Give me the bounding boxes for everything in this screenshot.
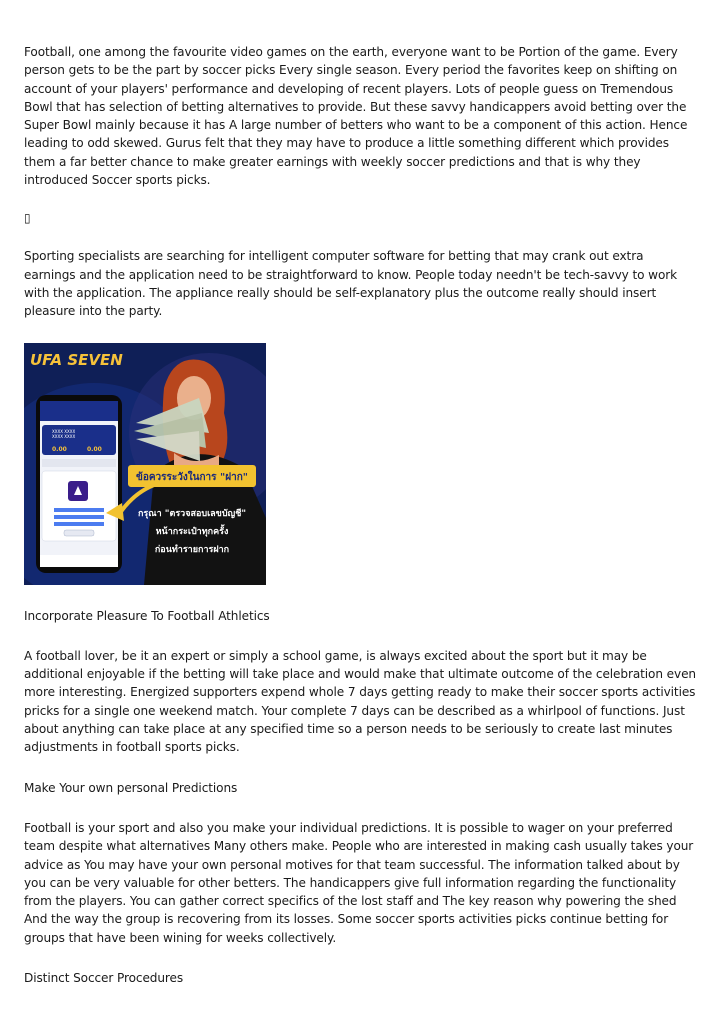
section-heading-predictions: Make Your own personal Predictions (24, 780, 238, 795)
paragraph-intro: Football, one among the favourite video games on the earth, everyone want to be Portion of the game. Every person gets to be the part by soccer picks Every single season. Every period the favorites keep on shifting on account of your players' performance and developing of recent players. Lots of people guess on Tremendous Bowl that has selection of betting alternatives to provide. But these savvy handicappers avoid betting over the Super Bowl mainly because it has A large number of betters who want to be a component of this action. Hence leading to odd skewed. Gurus felt that they may have to produce a little something different which provides them a far better chance to make greater earnings with weekly soccer predictions and that is why they introduced Soccer sports picks. (24, 45, 688, 188)
phone-balance-right: 0.00 (87, 445, 102, 453)
caption-line-2: หน้ากระเป๋าทุกครั้ง (155, 526, 229, 537)
advertisement-image[interactable] (24, 343, 266, 585)
article (24, 43, 696, 1009)
section-heading-pleasure: Incorporate Pleasure To Football Athletics (24, 608, 270, 623)
caption-line-1: กรุณา "ตรวจสอบเลขบัญชี" (137, 508, 247, 519)
paragraph-software: Sporting specialists are searching for intelligent computer software for betting that may crank out extra earnings and the application need to be straightforward to know. People today needn't be tech-savvy to work with the application. The appliance really should be self-explanatory plus the outcome really should insert pleasure into the party. (24, 249, 678, 319)
missing-glyph-icon: ▯ (24, 211, 31, 226)
advertisement-graphic (24, 343, 266, 585)
paragraph-your-sport: Football is your sport and also you make your individual predictions. It is possible to wager on your preferred team despite what alternatives Many others make. People who are interested in making cash usually takes your advice as You may have your own personal motives for that team successful. The information talked about by you can be very valuable for other betters. The handicappers give full information regarding the functionality from the players. You can gather correct specifics of the lost staff and The key reason why powering the shed And the way the group is recovering from its losses. Some soccer sports activities picks continue betting for groups that have been wining for weeks collectively. (24, 820, 694, 945)
section-heading-procedures: Distinct Soccer Procedures (24, 971, 184, 986)
paragraph-football-lover: A football lover, be it an expert or simply a school game, is always excited about the sport but it may be additional enjoyable if the betting will take place and would make that ultimate outcome of the celebration even more interesting. Energized supporters expend whole 7 days getting ready to make their soccer sports activities pricks for a single one weekend match. Your complete 7 days can be described as a whirlpool of functions. Just about anything can take place at any specified time so a person needs to be seriously to create last minutes adjustments in football sports picks. (24, 648, 696, 755)
caption-line-3: ก่อนทำรายการฝาก (154, 544, 230, 555)
phone-user-line2: XXXX XXXX (52, 433, 76, 439)
phone-balance-left: 0.00 (52, 445, 67, 453)
warning-banner-text: ข้อควรระวังในการ "ฝาก" (136, 471, 248, 483)
phone-user-line1: XXXX XXXX (52, 428, 76, 434)
ufa-seven-logo: UFA SEVEN (30, 350, 123, 369)
phone-mockup (36, 395, 122, 573)
